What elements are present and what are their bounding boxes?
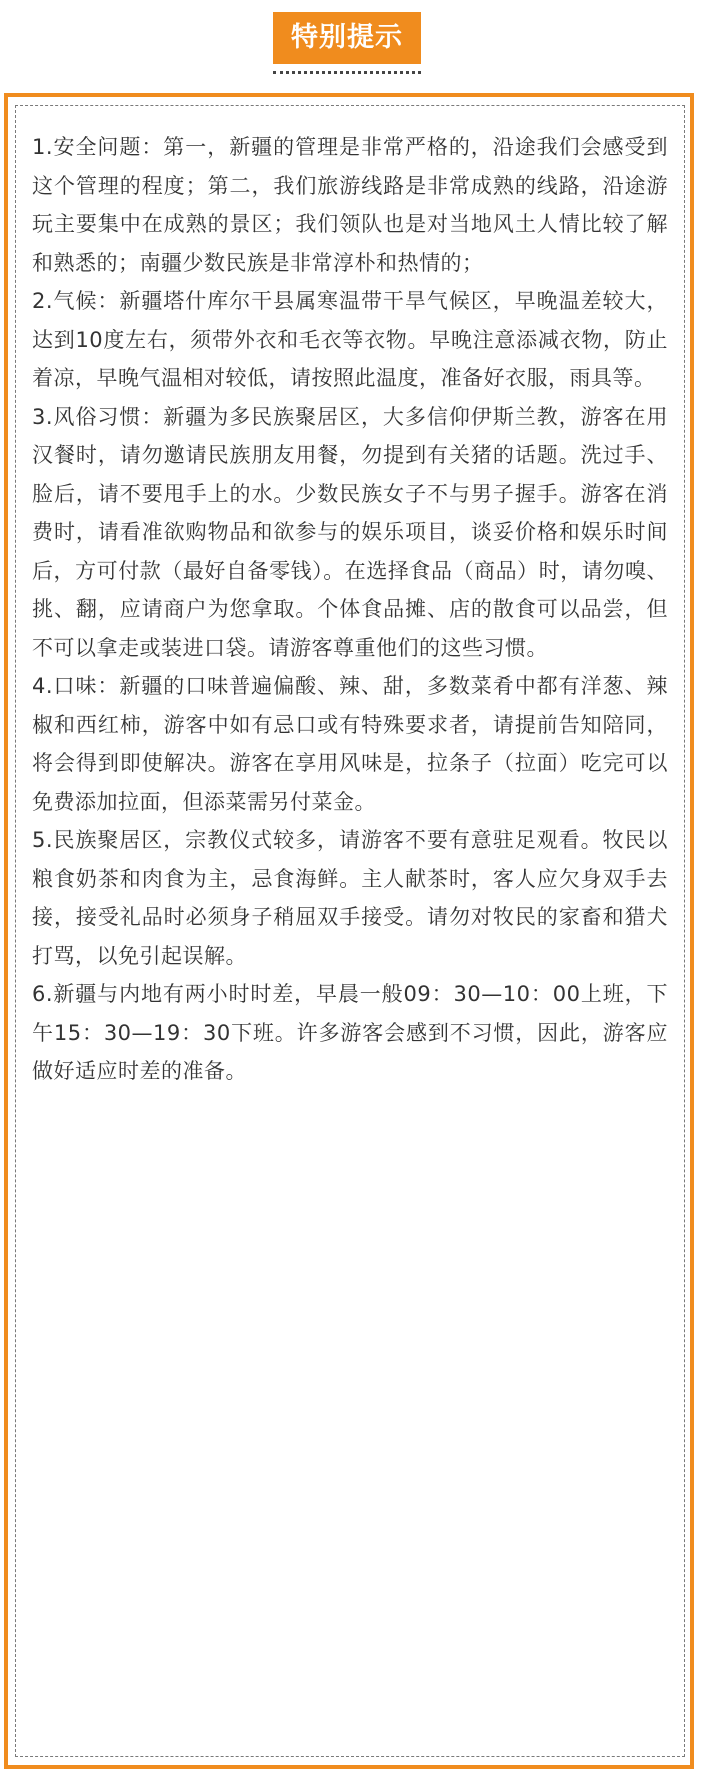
notice-content: [32, 128, 668, 1091]
notice-item-climate: 2.气候：新疆塔什库尔干县属寒温带干旱气候区，早晚温差较大，达到10度左右，须带外衣和毛衣等衣物。早晚注意添减衣物，防止着凉，早晚气温相对较低，请按照此温度，准备好衣服，雨具等。: [32, 289, 668, 390]
notice-item-customs: 3.风俗习惯：新疆为多民族聚居区，大多信仰伊斯兰教，游客在用汉餐时，请勿邀请民族朋友用餐，勿提到有关猪的话题。洗过手、脸后，请不要甩手上的水。少数民族女子不与男子握手。游客在消费时，请看准欲购物品和欲参与的娱乐项目，谈妥价格和娱乐时间后，方可付款（最好自备零钱）。在选择食品（商品）时，请勿嗅、挑、翻，应请商户为您拿取。个体食品摊、店的散食可以品尝，但不可以拿走或装进口袋。请游客尊重他们的这些习惯。: [32, 404, 668, 660]
notice-item-ethnic-area: 5.民族聚居区，宗教仪式较多，请游客不要有意驻足观看。牧民以粮食奶茶和肉食为主，忌食海鲜。主人献茶时，客人应欠身双手去接，接受礼品时必须身子稍屈双手接受。请勿对牧民的家畜和猎犬打骂，以免引起误解。: [32, 828, 668, 968]
notice-item-taste: 4.口味：新疆的口味普遍偏酸、辣、甜，多数菜肴中都有洋葱、辣椒和西红柿，游客中如有忌口或有特殊要求者，请提前告知陪同，将会得到即使解决。游客在享用风味是，拉条子（拉面）吃完可以免费添加拉面，但添菜需另付菜金。: [32, 674, 668, 814]
title-dotted-underline: [273, 71, 421, 74]
notice-item-safety: 1.安全问题：第一，新疆的管理是非常严格的，沿途我们会感受到这个管理的程度；第二，我们旅游线路是非常成熟的线路，沿途游玩主要集中在成熟的景区；我们领队也是对当地风土人情比较了解和熟悉的；南疆少数民族是非常淳朴和热情的；: [32, 135, 668, 275]
title-block: [0, 0, 702, 86]
page-title: 特别提示: [273, 12, 421, 64]
notice-item-time-difference: 6.新疆与内地有两小时时差，早晨一般09：30—10：00上班，下午15：30—19：30下班。许多游客会感到不习惯，因此，游客应做好适应时差的准备。: [32, 982, 668, 1083]
